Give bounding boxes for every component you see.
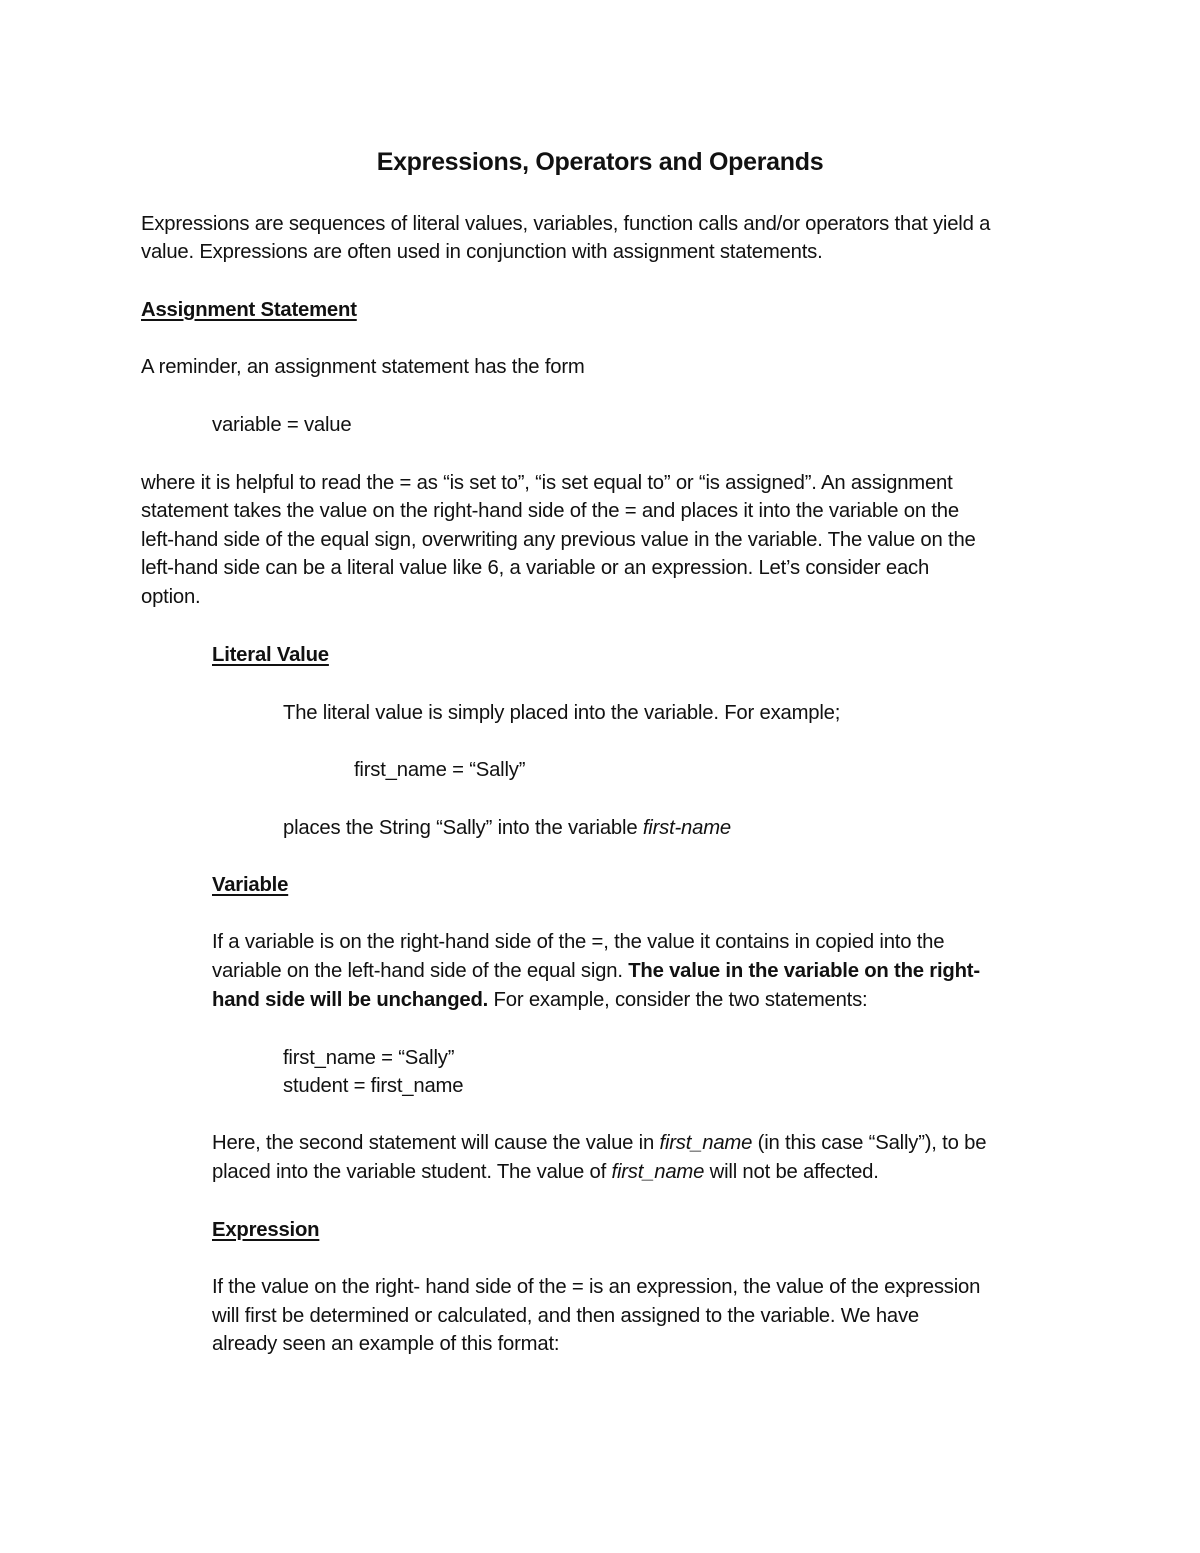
variable-line-4 <box>212 1129 986 1157</box>
assignment-heading: Assignment Statement <box>141 299 357 321</box>
page-title: Expressions, Operators and Operands <box>376 148 824 176</box>
intro-line-2: value. Expressions are often used in conjunction with assignment statements. <box>141 241 823 263</box>
literal-line-2 <box>283 814 731 842</box>
literal-heading: Literal Value <box>212 644 329 666</box>
explanation-line-4: left-hand side can be a literal value like 6, a variable or an expression. Let’s consider each <box>141 557 930 579</box>
variable-line-3-text: For example, consider the two statements: <box>488 989 868 1011</box>
variable-line-4-text-b: (in this case “Sally”), to be <box>752 1132 987 1154</box>
expression-heading: Expression <box>212 1219 320 1241</box>
intro-line-1: Expressions are sequences of literal values, variables, function calls and/or operators that yield a <box>141 213 991 235</box>
expression-line-3: already seen an example of this format: <box>212 1333 560 1355</box>
expression-line-1: If the value on the right- hand side of the = is an expression, the value of the expression <box>212 1276 981 1298</box>
variable-line-2-text: variable on the left-hand side of the equal sign. <box>212 960 629 982</box>
variable-line-3 <box>212 986 868 1014</box>
variable-heading: Variable <box>212 874 289 896</box>
variable-code-2: student = first_name <box>283 1075 464 1097</box>
literal-line-2-text: places the String “Sally” into the variable <box>283 817 643 839</box>
variable-line-5-var: first_name <box>611 1161 705 1183</box>
variable-line-5-text-a: placed into the variable student. The value of <box>212 1161 612 1183</box>
variable-line-1: If a variable is on the right-hand side of the =, the value it contains in copied into the <box>212 931 945 953</box>
explanation-line-2: statement takes the value on the right-hand side of the = and places it into the variable on the <box>141 500 959 522</box>
literal-example: first_name = “Sally” <box>354 759 526 781</box>
variable-line-2 <box>212 957 980 985</box>
expression-line-2: will first be determined or calculated, and then assigned to the variable. We have <box>212 1305 920 1327</box>
variable-line-4-var: first_name <box>659 1132 753 1154</box>
literal-line-1: The literal value is simply placed into the variable. For example; <box>283 702 841 724</box>
literal-var-name: first-name <box>642 817 731 839</box>
assignment-reminder: A reminder, an assignment statement has the form <box>141 356 585 378</box>
explanation-line-1: where it is helpful to read the = as “is set to”, “is set equal to” or “is assigned”. An assignment <box>141 472 953 494</box>
explanation-line-3: left-hand side of the equal sign, overwriting any previous value in the variable. The value on the <box>141 529 976 551</box>
variable-line-4-text-a: Here, the second statement will cause the value in <box>212 1132 660 1154</box>
variable-line-3-bold: hand side will be unchanged. <box>212 989 489 1011</box>
explanation-line-5: option. <box>141 586 201 608</box>
variable-line-5-text-b: will not be affected. <box>704 1161 879 1183</box>
variable-code-1: first_name = “Sally” <box>283 1047 455 1069</box>
assignment-form: variable = value <box>212 414 352 436</box>
variable-line-2-bold: The value in the variable on the right- <box>628 960 980 982</box>
variable-line-5 <box>212 1158 879 1186</box>
